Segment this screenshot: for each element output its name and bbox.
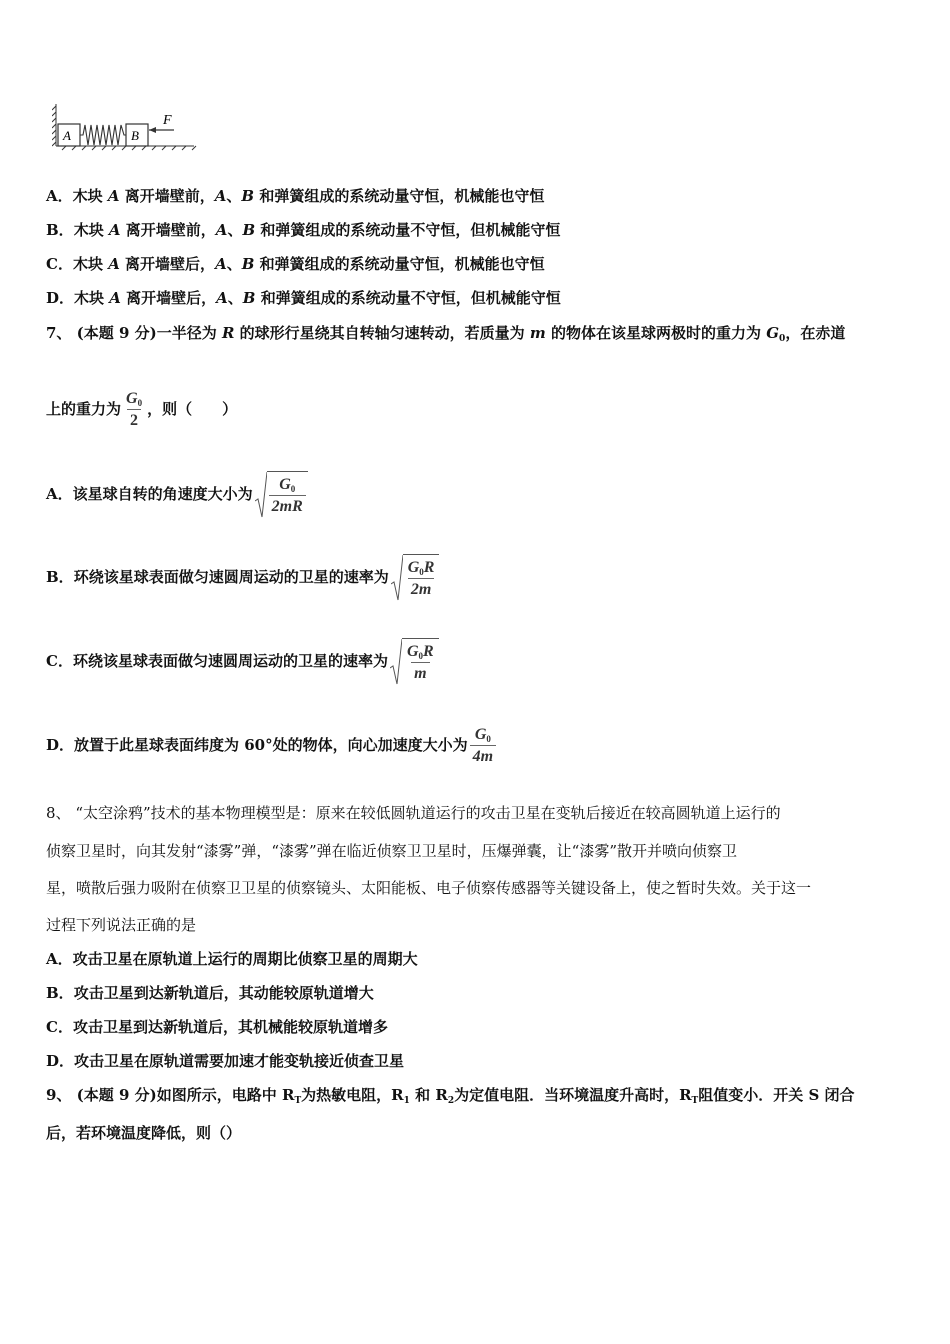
block-a-label: A	[63, 128, 71, 143]
text: 离开墙壁前，	[120, 221, 216, 239]
sqrt-expression	[390, 638, 439, 687]
text: 离开墙壁后，	[119, 255, 216, 273]
frac-num: G	[474, 725, 487, 743]
frac-num: G	[406, 643, 419, 660]
q8-stem-line4	[46, 915, 196, 935]
text: 为热敏电阻，R	[301, 1086, 404, 1104]
q9-stem-line2	[46, 1123, 241, 1143]
subscript: 0	[137, 397, 143, 408]
q6-option-b	[46, 220, 560, 240]
q8-stem-line2	[46, 841, 737, 861]
q8-option-b	[46, 983, 374, 1003]
frac-den: 2m	[408, 578, 434, 601]
frac-den: 2mR	[269, 495, 306, 518]
text: 星，喷散后强力吸附在侦察卫卫星的侦察镜头、太阳能板、电子侦察传感器等关键设备上，使之暂时失效。关于这一	[46, 879, 812, 897]
text: 、	[226, 187, 242, 205]
q6-option-d	[46, 288, 561, 308]
subscript: 0	[779, 334, 786, 344]
fraction-g0-over-4m	[470, 725, 496, 768]
q7-stem-line2	[46, 388, 237, 432]
var-a: A	[107, 187, 120, 205]
text: 一半径为	[156, 324, 222, 342]
q8-stem-line3	[46, 878, 811, 898]
text: 和弹簧组成的系统动量守恒，机械能也守恒	[254, 187, 545, 205]
text: ，则（ ）	[147, 400, 238, 418]
text: 和 R	[409, 1086, 448, 1104]
spring	[80, 125, 126, 145]
var-b: B	[241, 187, 255, 205]
force-arrow-head	[149, 127, 156, 133]
var-a: A	[215, 221, 228, 239]
spring-blocks-figure	[52, 100, 202, 156]
var-r: R	[221, 324, 235, 342]
var-b: B	[241, 255, 255, 273]
var-a: A	[214, 187, 227, 205]
option-letter: A．	[46, 485, 73, 503]
subscript: T	[691, 1096, 699, 1106]
text: 和弹簧组成的系统动量不守恒，但机械能守恒	[255, 221, 561, 239]
block-b-label: B	[131, 128, 139, 143]
option-text: 攻击卫星在原轨道需要加速才能变轨接近侦查卫星	[74, 1052, 405, 1070]
question-score: (本题 9 分)	[71, 1086, 157, 1104]
frac-num: G	[279, 476, 291, 493]
q8-option-d	[46, 1051, 404, 1071]
option-letter: B．	[46, 984, 74, 1002]
wall	[52, 104, 56, 146]
frac-den: 4m	[470, 745, 496, 768]
text: 上的重力为	[46, 400, 122, 418]
force-label: F	[163, 113, 172, 128]
question-number: 7、	[46, 324, 72, 342]
q7-option-d	[46, 722, 498, 768]
option-letter: D．	[46, 1052, 75, 1070]
option-text: 攻击卫星在原轨道上运行的周期比侦察卫星的周期大	[72, 950, 418, 968]
text: 木块	[73, 221, 109, 239]
text: 环绕该星球表面做匀速圆周运动的卫星的速率为	[72, 652, 388, 670]
text: 的物体在该星球两极时的重力为	[545, 324, 767, 342]
text: 过程下列说法正确的是	[46, 916, 197, 934]
text: 阻值变小．开关 S 闭合	[698, 1086, 855, 1104]
var-b: B	[242, 221, 256, 239]
option-letter: B．	[46, 221, 74, 239]
subscript: T	[294, 1096, 302, 1106]
text: 、	[227, 289, 243, 307]
text: 和弹簧组成的系统动量守恒，机械能也守恒	[254, 255, 545, 273]
question-number: 9、	[46, 1086, 72, 1104]
option-letter: D．	[46, 289, 75, 307]
option-letter: C．	[46, 255, 73, 273]
var-a: A	[215, 255, 227, 273]
q7-option-a	[46, 470, 308, 520]
subscript: 0	[290, 484, 296, 494]
text: 环绕该星球表面做匀速圆周运动的卫星的速率为	[73, 568, 389, 586]
q9-stem-line1	[46, 1085, 855, 1105]
frac-num: G	[407, 559, 420, 576]
text: 、	[227, 221, 243, 239]
sqrt-expression	[391, 554, 440, 603]
text: 的球形行星绕其自转轴匀速转动，若质量为	[234, 324, 530, 342]
text: 离开墙壁后，	[120, 289, 217, 307]
sqrt-expression	[255, 471, 308, 520]
text: 侦察卫星时，向其发射“漆雾”弹，“漆雾”弹在临近侦察卫卫星时，压爆弹囊，让“漆雾”散开并喷向侦察卫	[46, 842, 738, 860]
frac-num-r: R	[423, 643, 434, 660]
q6-option-c	[46, 254, 545, 274]
subscript: 0	[486, 733, 491, 744]
subscript: 0	[418, 651, 424, 661]
frac-num-r: R	[423, 559, 435, 576]
text: 放置于此星球表面纬度为 60°处的物体，向心加速度大小为	[74, 736, 468, 754]
var-a: A	[108, 221, 121, 239]
var-a: A	[216, 289, 228, 307]
text: 后，若环境温度降低，则（）	[46, 1124, 242, 1142]
question-score: (本题 9 分)	[71, 324, 157, 342]
var-g: G	[766, 324, 780, 342]
text: 木块	[72, 187, 108, 205]
subscript: 0	[419, 567, 424, 577]
text: 离开墙壁前，	[119, 187, 215, 205]
subscript: 1	[403, 1096, 410, 1106]
option-letter: A．	[46, 187, 73, 205]
text: ，在赤道	[785, 324, 846, 342]
option-letter: D．	[46, 736, 75, 754]
option-letter: A．	[46, 950, 73, 968]
q7-stem-line1	[46, 323, 845, 343]
q8-stem-line1	[46, 803, 781, 823]
q7-option-b	[46, 553, 439, 603]
frac-den: 2	[127, 409, 141, 432]
floor	[56, 146, 196, 150]
fraction-g0-over-2	[123, 389, 145, 432]
var-a: A	[109, 289, 121, 307]
q7-option-c	[46, 637, 439, 687]
text: 木块	[72, 255, 109, 273]
option-letter: C．	[46, 652, 73, 670]
text: 如图所示，电路中 R	[156, 1086, 295, 1104]
text: 木块	[74, 289, 110, 307]
text: 、	[226, 255, 242, 273]
frac-den: m	[411, 662, 429, 685]
option-letter: C．	[46, 1018, 73, 1036]
text: “太空涂鸦”技术的基本物理模型是：原来在较低圆轨道运行的攻击卫星在变轨后接近在较高圆轨道上运行的	[70, 804, 781, 822]
option-text: 攻击卫星到达新轨道后，其动能较原轨道增大	[73, 984, 374, 1002]
q6-option-a	[46, 186, 544, 206]
var-m: m	[529, 324, 546, 342]
option-text: 攻击卫星到达新轨道后，其机械能较原轨道增多	[72, 1018, 388, 1036]
q8-option-c	[46, 1017, 388, 1037]
var-a: A	[108, 255, 120, 273]
option-letter: B．	[46, 568, 74, 586]
frac-num: G	[126, 389, 138, 407]
text: 和弹簧组成的系统动量不守恒，但机械能守恒	[255, 289, 561, 307]
text: 该星球自转的角速度大小为	[72, 485, 253, 503]
var-b: B	[242, 289, 256, 307]
question-number: 8、	[46, 804, 71, 822]
q8-option-a	[46, 949, 418, 969]
subscript: 2	[447, 1096, 455, 1106]
text: 为定值电阻．当环境温度升高时，R	[454, 1086, 692, 1104]
